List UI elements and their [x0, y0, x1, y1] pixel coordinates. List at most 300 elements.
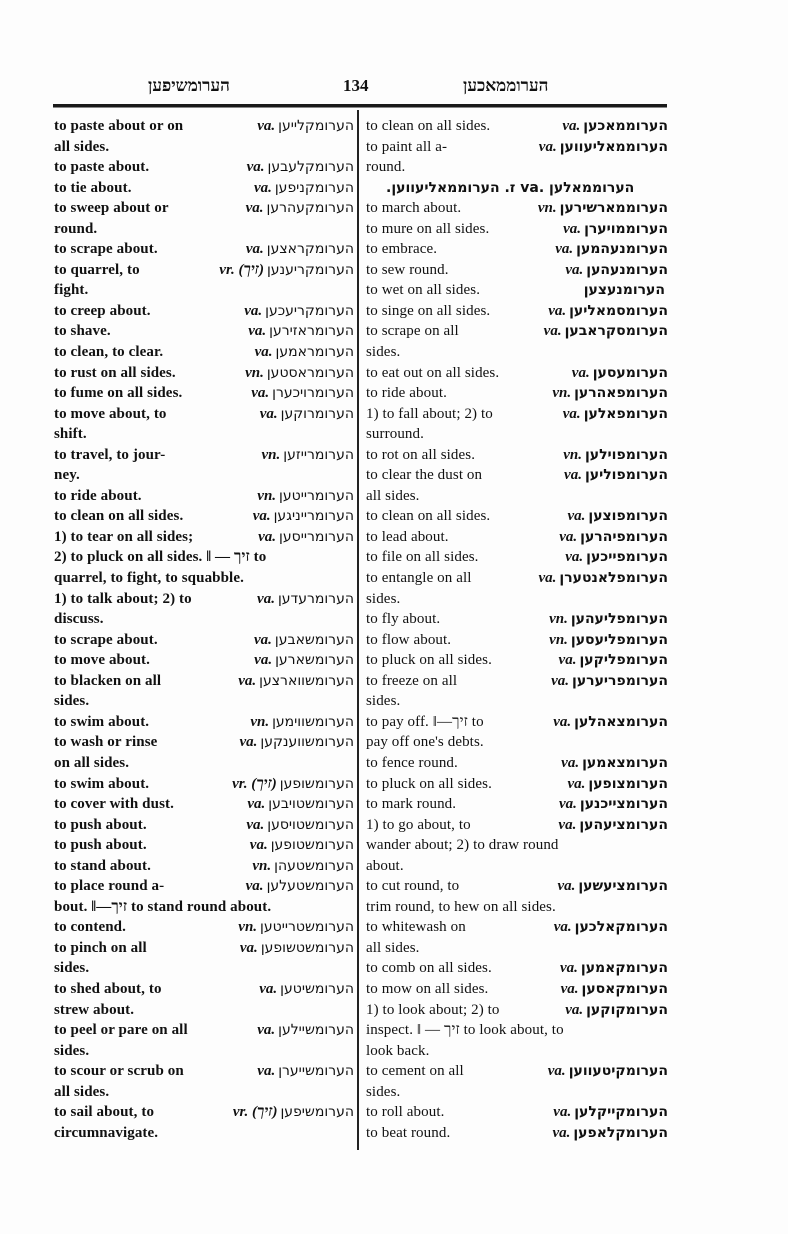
dictionary-entry	[366, 1000, 668, 1062]
dictionary-entry	[366, 527, 668, 548]
yiddish-headword: הערומשיילען	[278, 1022, 354, 1039]
gloss-continuation: quarrel, to fight, to squabble.	[54, 570, 244, 587]
yiddish-headword: הערומצאהלען	[574, 713, 668, 730]
yiddish-headword: הערומפוצען	[588, 508, 668, 525]
part-of-speech: va.	[548, 302, 567, 319]
dictionary-entry	[54, 712, 354, 733]
gloss-continuation: pay off one's debts.	[366, 734, 484, 751]
english-gloss: to creep about.	[54, 302, 151, 319]
yiddish-headword: הערומראסטען	[266, 364, 354, 381]
gloss-continuation: sides.	[366, 590, 401, 607]
yiddish-headword: הערומשאבען	[274, 631, 354, 648]
part-of-speech: va.	[559, 528, 578, 545]
dictionary-entry	[366, 301, 668, 322]
dictionary-entry	[366, 137, 668, 178]
part-of-speech: va.	[551, 672, 570, 689]
english-gloss: to pluck on all sides.	[366, 775, 492, 792]
english-gloss: to tie about.	[54, 179, 132, 196]
gloss-continuation: wander about; 2) to draw round	[366, 837, 559, 854]
english-gloss: to ride about.	[366, 385, 447, 402]
right-column	[366, 116, 668, 1143]
part-of-speech: va.	[249, 837, 268, 854]
dictionary-entry	[54, 404, 354, 445]
english-gloss: to contend.	[54, 919, 126, 936]
dictionary-entry	[366, 547, 668, 568]
english-gloss: to quarrel, to	[54, 261, 140, 278]
english-gloss: to wash or rinse	[54, 734, 158, 751]
dictionary-entry	[366, 568, 668, 609]
part-of-speech: vn.	[563, 446, 582, 463]
gloss-continuation: look back.	[366, 1042, 430, 1059]
yiddish-headword: הערומקיטעווען	[568, 1063, 668, 1080]
dictionary-entry	[54, 486, 354, 507]
part-of-speech: va.	[251, 385, 270, 402]
english-gloss: to push about.	[54, 816, 147, 833]
gloss-continuation: round.	[54, 220, 98, 237]
part-of-speech: vn.	[537, 200, 557, 217]
dictionary-entry	[54, 178, 354, 199]
part-of-speech: va.	[552, 1124, 571, 1141]
dictionary-entry	[366, 630, 668, 651]
yiddish-headword: הערומשטשופען	[260, 939, 354, 956]
yiddish-headword: הערומצאמען	[582, 754, 668, 771]
gloss-continuation: all sides.	[366, 487, 420, 504]
english-gloss: to fume on all sides.	[54, 385, 183, 402]
part-of-speech: vn.	[257, 487, 277, 504]
english-gloss: to pay off. ‖—זיך to	[366, 713, 484, 730]
part-of-speech: va.	[571, 364, 590, 381]
dictionary-entry	[366, 671, 668, 712]
english-gloss: 1) to look about; 2) to	[366, 1001, 500, 1018]
yiddish-headword: הערומשיטען	[280, 980, 354, 997]
part-of-speech: va.	[247, 796, 266, 813]
gloss-continuation: all sides.	[54, 1083, 110, 1100]
yiddish-headword: הערומשייערן	[278, 1063, 354, 1080]
part-of-speech: va.	[245, 878, 264, 895]
part-of-speech: va.	[245, 200, 264, 217]
gloss-continuation: about.	[366, 857, 404, 874]
english-gloss: to scrape on all	[366, 323, 459, 340]
left-column	[54, 116, 354, 1143]
yiddish-headword: הערומשווענקען	[260, 734, 354, 751]
yiddish-headword: הערומשטעלען	[266, 878, 354, 895]
yiddish-headword: הערומנעצען	[583, 282, 665, 299]
left-headword: הערומשיפען	[148, 76, 230, 96]
dictionary-entry	[54, 835, 354, 856]
english-gloss: to clear the dust on	[366, 467, 483, 484]
yiddish-headword: הערומפליעסען	[570, 631, 668, 648]
yiddish-headword: הערומקייקלען	[574, 1104, 668, 1121]
column-divider	[357, 110, 359, 1150]
part-of-speech: vn.	[250, 713, 270, 730]
dictionary-entry	[366, 465, 668, 506]
part-of-speech: vn.	[238, 919, 258, 936]
yiddish-headword: הערוממויערן	[584, 220, 668, 237]
english-gloss: to move about.	[54, 652, 150, 669]
yiddish-headword: הערומפייכען	[586, 549, 668, 566]
yiddish-headword: הערומרייטען	[279, 487, 354, 504]
yiddish-headword: הערומקוקען	[586, 1001, 668, 1018]
yiddish-headword: הערומרייזען	[283, 446, 354, 463]
yiddish-headword: הערומקניפען	[274, 179, 354, 196]
dictionary-entry	[366, 260, 668, 281]
english-gloss: to scrape about.	[54, 241, 158, 258]
part-of-speech: va.	[253, 631, 272, 648]
part-of-speech: va.	[562, 118, 581, 134]
dictionary-entry	[366, 650, 668, 671]
english-gloss: to swim about.	[54, 775, 150, 792]
yiddish-headword: הערומפיהרען	[580, 528, 668, 545]
dictionary-entry	[54, 1061, 354, 1102]
yiddish-headword: הערומשטרייטען	[260, 919, 354, 936]
part-of-speech: va.	[248, 323, 267, 340]
english-gloss: to lead about.	[366, 528, 449, 545]
gloss-continuation: sides.	[366, 1083, 401, 1100]
yiddish-headword: הערומסקראבען	[564, 323, 668, 340]
dictionary-entry	[54, 301, 354, 322]
english-gloss: to wet on all sides.	[366, 282, 481, 299]
yiddish-headword: הערומסמאליען	[569, 302, 668, 319]
english-gloss: to place round a-	[54, 878, 165, 895]
yiddish-headword: הערומשטויבען	[268, 796, 354, 813]
part-of-speech: vn.	[245, 364, 264, 381]
english-gloss: to clean on all sides.	[366, 508, 491, 525]
yiddish-headword: הערומעסען	[592, 364, 668, 381]
gloss-continuation: trim round, to hew on all sides.	[366, 898, 556, 915]
yiddish-headword: הערומפריערען	[572, 672, 668, 689]
gloss-continuation: sides.	[54, 1042, 90, 1059]
gloss-continuation: sides.	[54, 693, 90, 710]
part-of-speech: va.	[565, 549, 584, 566]
dictionary-entry	[54, 856, 354, 877]
part-of-speech: va.	[254, 652, 273, 669]
dictionary-entry	[54, 815, 354, 836]
english-gloss: to ride about.	[54, 487, 142, 504]
dictionary-entry	[54, 383, 354, 404]
yiddish-headword: הערומקריענען	[266, 261, 354, 278]
dictionary-entry	[366, 876, 668, 917]
yiddish-headword: הערומראמען	[275, 344, 354, 361]
english-gloss: to shave.	[54, 323, 111, 340]
english-gloss: 1) to fall about; 2) to	[366, 405, 493, 422]
running-header	[53, 74, 667, 100]
yiddish-headword: הערומפאהרען	[574, 385, 668, 402]
part-of-speech: va.	[555, 241, 574, 258]
yiddish-headword: הערומראזירען	[269, 323, 354, 340]
part-of-speech: va.	[246, 159, 265, 176]
yiddish-headword: הערומקראצען	[266, 241, 354, 258]
english-gloss: to sew round.	[366, 261, 449, 278]
dictionary-entry	[54, 321, 354, 342]
english-gloss: to rot on all sides.	[366, 446, 476, 463]
dictionary-entry	[366, 712, 668, 753]
part-of-speech: va.	[254, 344, 273, 361]
gloss-continuation: on all sides.	[54, 754, 130, 771]
english-gloss: to pluck on all sides.	[366, 652, 492, 669]
part-of-speech: va.	[257, 118, 276, 134]
part-of-speech: va.	[239, 939, 258, 956]
part-of-speech: va.	[560, 980, 579, 997]
part-of-speech: va.	[259, 405, 278, 422]
english-gloss: to embrace.	[366, 241, 438, 258]
yiddish-headword: הערומרייניגען	[273, 508, 354, 525]
dictionary-entry	[366, 815, 668, 877]
header-rule	[53, 104, 667, 108]
dictionary-entry	[366, 1061, 668, 1102]
dictionary-entry	[366, 239, 668, 260]
part-of-speech: va.	[567, 508, 586, 525]
dictionary-entry	[366, 445, 668, 466]
part-of-speech: va.	[558, 652, 577, 669]
dictionary-entry	[366, 506, 668, 527]
english-gloss: to clean on all sides.	[366, 118, 491, 134]
part-of-speech: va.	[257, 1022, 276, 1039]
part-of-speech: va.	[560, 960, 578, 977]
yiddish-headword: הערומפאלען	[583, 405, 668, 422]
part-of-speech: va.	[244, 302, 263, 319]
yiddish-headword: הערומצייכנען	[579, 796, 668, 813]
dictionary-entry	[54, 1020, 354, 1061]
dictionary-entry	[54, 876, 354, 917]
yiddish-headword: הערוממאליעווען	[559, 138, 668, 155]
english-gloss: to entangle on all	[366, 570, 472, 587]
part-of-speech: va.	[547, 1063, 566, 1080]
dictionary-entry	[366, 917, 668, 958]
part-of-speech: va.	[543, 323, 562, 340]
english-gloss: to cut round, to	[366, 878, 460, 895]
part-of-speech: va.	[258, 528, 277, 545]
english-gloss: to beat round.	[366, 1124, 451, 1141]
dictionary-entry	[366, 198, 668, 219]
dictionary-entry	[54, 506, 354, 527]
cross-reference: הערוממאלען .va ז. הערוממאליעווען.	[386, 179, 635, 196]
part-of-speech: va.	[239, 734, 258, 751]
yiddish-headword: הערומשארען	[275, 652, 354, 669]
yiddish-headword: הערומרויכערן	[272, 385, 354, 402]
english-gloss: to paste about or on	[54, 118, 184, 134]
yiddish-headword: הערומקאלכען	[574, 919, 668, 936]
gloss-continuation: 2) to pluck on all sides. ‖ — זיך to	[54, 549, 267, 566]
dictionary-entry	[366, 363, 668, 384]
dictionary-entry	[54, 630, 354, 651]
yiddish-headword: הערומקלייען	[278, 118, 354, 134]
dictionary-entry	[366, 958, 668, 979]
english-gloss: to paste about.	[54, 159, 150, 176]
english-gloss: to pinch on all	[54, 939, 147, 956]
page-number: 134	[343, 76, 369, 95]
dictionary-entry	[366, 1123, 668, 1144]
gloss-continuation: strew about.	[54, 1001, 135, 1018]
dictionary-entry	[366, 774, 668, 795]
yiddish-headword: הערומשטופען	[270, 837, 354, 854]
yiddish-headword: הערומפליעהען	[570, 611, 668, 628]
part-of-speech: va.	[558, 816, 577, 833]
dictionary-entry	[366, 280, 668, 301]
english-gloss: to paint all a-	[366, 138, 448, 155]
yiddish-headword: הערומקעהרען	[266, 200, 354, 217]
yiddish-headword: הערומפלאנטערן	[559, 570, 668, 587]
gloss-continuation: inspect. ‖ — זיך to look about, to	[366, 1022, 564, 1039]
english-gloss: to eat out on all sides.	[366, 364, 500, 381]
yiddish-headword: הערומקלאפען	[573, 1124, 668, 1141]
dictionary-entry	[366, 178, 668, 199]
english-gloss: to flow about.	[366, 631, 452, 648]
gloss-continuation: sides.	[54, 960, 90, 977]
yiddish-headword: הערומצופען	[588, 775, 668, 792]
yiddish-headword: הערומשווארצען	[259, 672, 354, 689]
yiddish-headword: הערומפליקען	[579, 652, 668, 669]
dictionary-entry	[54, 157, 354, 178]
dictionary-entry	[366, 1102, 668, 1123]
gloss-continuation: discuss.	[54, 611, 104, 628]
english-gloss: to clean, to clear.	[54, 344, 164, 361]
part-of-speech: va.	[259, 980, 278, 997]
dictionary-entry	[366, 321, 668, 362]
gloss-continuation: round.	[366, 159, 406, 176]
yiddish-headword: הערומציעהען	[579, 816, 668, 833]
english-gloss: to cement on all	[366, 1063, 464, 1080]
yiddish-headword: הערומשטויסען	[267, 816, 354, 833]
english-gloss: to rust on all sides.	[54, 364, 176, 381]
english-gloss: to blacken on all	[54, 672, 162, 689]
gloss-continuation: sides.	[366, 344, 401, 361]
yiddish-headword: הערומרוקען	[280, 405, 354, 422]
part-of-speech: va.	[252, 508, 271, 525]
part-of-speech: va.	[253, 179, 272, 196]
english-gloss: to roll about.	[366, 1104, 445, 1121]
dictionary-entry	[54, 198, 354, 239]
dictionary-entry	[366, 404, 668, 445]
gloss-continuation: fight.	[54, 282, 89, 299]
english-gloss: to march about.	[366, 200, 462, 217]
gloss-continuation: sides.	[366, 693, 401, 710]
dictionary-entry	[54, 342, 354, 363]
yiddish-headword: הערומשופען	[279, 775, 354, 792]
english-gloss: to swim about.	[54, 713, 150, 730]
dictionary-entry	[54, 116, 354, 157]
gloss-continuation: surround.	[366, 426, 424, 443]
part-of-speech: vn.	[252, 857, 272, 874]
gloss-continuation: circumnavigate.	[54, 1124, 159, 1141]
english-gloss: to stand about.	[54, 857, 151, 874]
yiddish-headword: הערומקאמען	[580, 960, 668, 977]
part-of-speech: va.	[553, 919, 572, 936]
english-gloss: to fly about.	[366, 611, 441, 628]
part-of-speech: vn.	[549, 611, 568, 628]
english-gloss: to push about.	[54, 837, 147, 854]
dictionary-entry	[366, 753, 668, 774]
english-gloss: to peel or pare on all	[54, 1022, 188, 1039]
part-of-speech: vn.	[552, 385, 572, 402]
yiddish-headword: הערוממארשירען	[559, 200, 668, 217]
part-of-speech: va.	[257, 1063, 276, 1080]
yiddish-headword: הערומנעהמען	[576, 241, 668, 258]
yiddish-headword: הערומקלעבען	[267, 159, 354, 176]
dictionary-entry	[366, 979, 668, 1000]
dictionary-entry	[366, 219, 668, 240]
dictionary-entry	[54, 527, 354, 589]
english-gloss: to comb on all sides.	[366, 960, 492, 977]
yiddish-headword: הערומשווימען	[272, 713, 354, 730]
dictionary-entry	[54, 650, 354, 671]
gloss-continuation: bout. ‖—זיך to stand round about.	[54, 898, 272, 915]
yiddish-headword: הערומרייסען	[279, 528, 354, 545]
dictionary-entry	[54, 1102, 354, 1143]
part-of-speech: va.	[553, 713, 572, 730]
yiddish-headword: הערומקאסען	[581, 980, 668, 997]
part-of-speech: vr. (זיך)	[219, 261, 264, 278]
gloss-continuation: all sides.	[366, 939, 420, 956]
dictionary-entry	[54, 979, 354, 1020]
english-gloss: to mark round.	[366, 796, 457, 813]
part-of-speech: va.	[246, 816, 265, 833]
part-of-speech: va.	[565, 1001, 584, 1018]
yiddish-headword: הערומפוליען	[584, 467, 668, 484]
gloss-continuation: all sides.	[54, 138, 110, 155]
english-gloss: 1) to talk about; 2) to	[54, 590, 192, 607]
part-of-speech: va.	[557, 878, 576, 895]
gloss-continuation: shift.	[54, 426, 87, 443]
english-gloss: to cover with dust.	[54, 796, 174, 813]
yiddish-headword: הערומפוילען	[584, 446, 668, 463]
right-headword: הערוממאכען	[463, 76, 549, 96]
english-gloss: to file on all sides.	[366, 549, 479, 566]
part-of-speech: va.	[553, 1104, 572, 1121]
english-gloss: 1) to tear on all sides;	[54, 528, 194, 545]
part-of-speech: va.	[561, 754, 580, 771]
english-gloss: to mure on all sides.	[366, 220, 490, 237]
dictionary-entry	[366, 383, 668, 404]
part-of-speech: vn.	[261, 446, 281, 463]
dictionary-entry	[54, 239, 354, 260]
part-of-speech: va.	[563, 220, 582, 237]
part-of-speech: vr. (זיך)	[232, 775, 277, 792]
english-gloss: to travel, to jour-	[54, 446, 166, 463]
part-of-speech: va.	[562, 405, 581, 422]
english-gloss: to scour or scrub on	[54, 1063, 184, 1080]
part-of-speech: va.	[538, 570, 557, 587]
part-of-speech: va.	[567, 775, 586, 792]
dictionary-entry	[54, 589, 354, 630]
part-of-speech: va.	[558, 796, 577, 813]
dictionary-entry	[54, 938, 354, 979]
yiddish-headword: הערוממאכען	[583, 118, 668, 134]
dictionary-entry	[54, 794, 354, 815]
dictionary-entry	[366, 794, 668, 815]
yiddish-headword: הערומנעהען	[586, 261, 668, 278]
english-gloss: to clean on all sides.	[54, 508, 184, 525]
english-gloss: to whitewash on	[366, 919, 466, 936]
english-gloss: to freeze on all	[366, 672, 458, 689]
english-gloss: to shed about, to	[54, 980, 162, 997]
dictionary-entry	[54, 671, 354, 712]
part-of-speech: vn.	[549, 631, 568, 648]
part-of-speech: va.	[245, 241, 264, 258]
dictionary-entry	[54, 917, 354, 938]
dictionary-entry	[54, 732, 354, 773]
part-of-speech: vr. (זיך)	[232, 1104, 278, 1121]
yiddish-headword: הערומשטעהן	[274, 857, 354, 874]
dictionary-entry	[54, 774, 354, 795]
part-of-speech: va.	[565, 261, 584, 278]
english-gloss: to singe on all sides.	[366, 302, 491, 319]
english-gloss: to mow on all sides.	[366, 980, 489, 997]
dictionary-entry	[366, 116, 668, 137]
english-gloss: to fence round.	[366, 754, 458, 771]
dictionary-entry	[366, 609, 668, 630]
yiddish-headword: הערומציעשען	[578, 878, 668, 895]
gloss-continuation: ney.	[54, 467, 80, 484]
